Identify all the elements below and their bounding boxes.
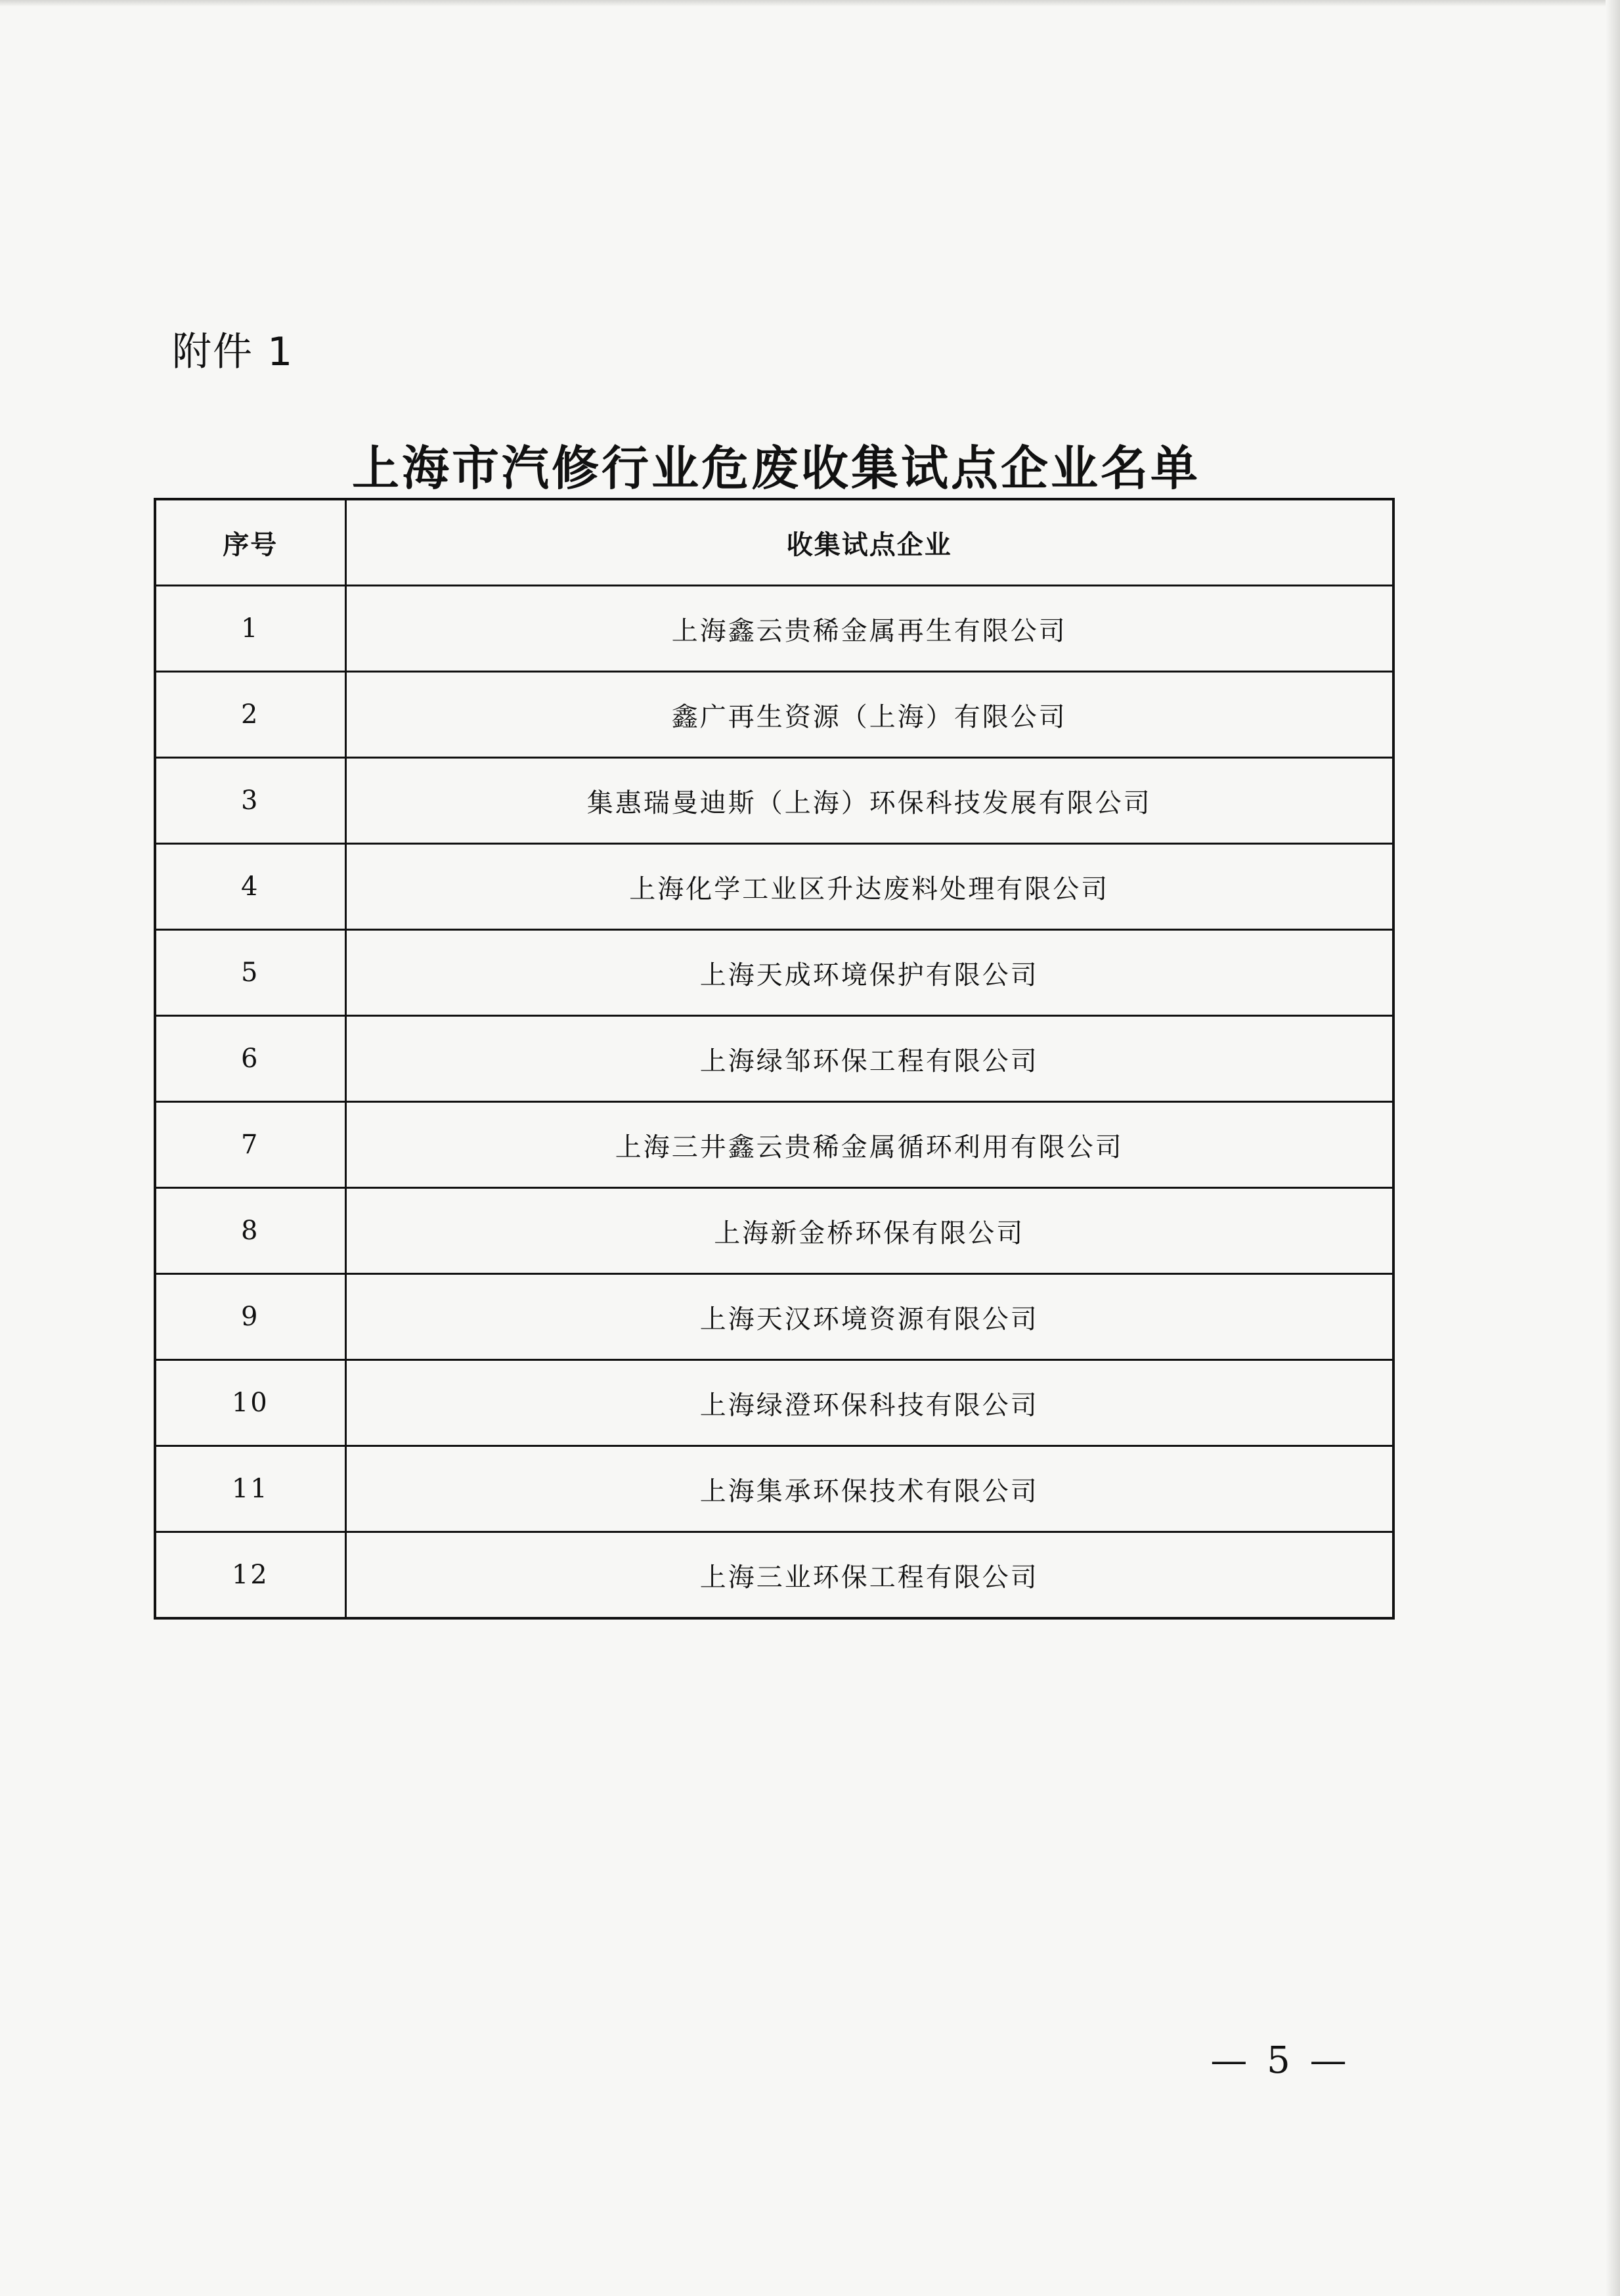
- row-company: 上海天汉环境资源有限公司: [345, 1274, 1393, 1360]
- row-index: 9: [155, 1274, 345, 1360]
- row-index: 1: [155, 586, 345, 672]
- row-index: 12: [155, 1532, 345, 1619]
- row-index: 8: [155, 1188, 345, 1274]
- row-company: 上海天成环境保护有限公司: [345, 930, 1393, 1016]
- table-body: [155, 586, 1393, 1619]
- company-table: [154, 498, 1395, 1620]
- table-row: [155, 1446, 1393, 1532]
- table-row: [155, 672, 1393, 758]
- table-row: [155, 844, 1393, 930]
- table-row: [155, 930, 1393, 1016]
- row-company: 上海新金桥环保有限公司: [345, 1188, 1393, 1274]
- row-index: 3: [155, 758, 345, 844]
- row-company: 上海集承环保技术有限公司: [345, 1446, 1393, 1532]
- table-header: [155, 499, 1393, 586]
- row-company: 上海绿邹环保工程有限公司: [345, 1016, 1393, 1102]
- row-company: 上海三业环保工程有限公司: [345, 1532, 1393, 1619]
- header-company: 收集试点企业: [345, 499, 1393, 586]
- attachment-label: 附件 1: [172, 329, 294, 375]
- table-row: [155, 1188, 1393, 1274]
- row-index: 4: [155, 844, 345, 930]
- row-company: 集惠瑞曼迪斯（上海）环保科技发展有限公司: [345, 758, 1393, 844]
- row-index: 5: [155, 930, 345, 1016]
- row-company: 上海鑫云贵稀金属再生有限公司: [345, 586, 1393, 672]
- table-row: [155, 1360, 1393, 1446]
- row-index: 2: [155, 672, 345, 758]
- table-row: [155, 758, 1393, 844]
- document-title: 上海市汽修行业危废收集试点企业名单: [351, 441, 1200, 496]
- row-index: 7: [155, 1102, 345, 1188]
- table-header-row: [155, 499, 1393, 586]
- page-number: — 5 —: [1210, 2039, 1351, 2082]
- table-row: [155, 586, 1393, 672]
- row-company: 上海绿澄环保科技有限公司: [345, 1360, 1393, 1446]
- table-row: [155, 1102, 1393, 1188]
- header-index: 序号: [155, 499, 345, 586]
- row-company: 上海化学工业区升达废料处理有限公司: [345, 844, 1393, 930]
- row-company: 上海三井鑫云贵稀金属循环利用有限公司: [345, 1102, 1393, 1188]
- scan-shadow-right: [1606, 0, 1620, 2296]
- row-index: 6: [155, 1016, 345, 1102]
- table-row: [155, 1274, 1393, 1360]
- table-row: [155, 1532, 1393, 1619]
- row-company: 鑫广再生资源（上海）有限公司: [345, 672, 1393, 758]
- scan-shadow-top: [0, 0, 1620, 7]
- row-index: 11: [155, 1446, 345, 1532]
- row-index: 10: [155, 1360, 345, 1446]
- table-row: [155, 1016, 1393, 1102]
